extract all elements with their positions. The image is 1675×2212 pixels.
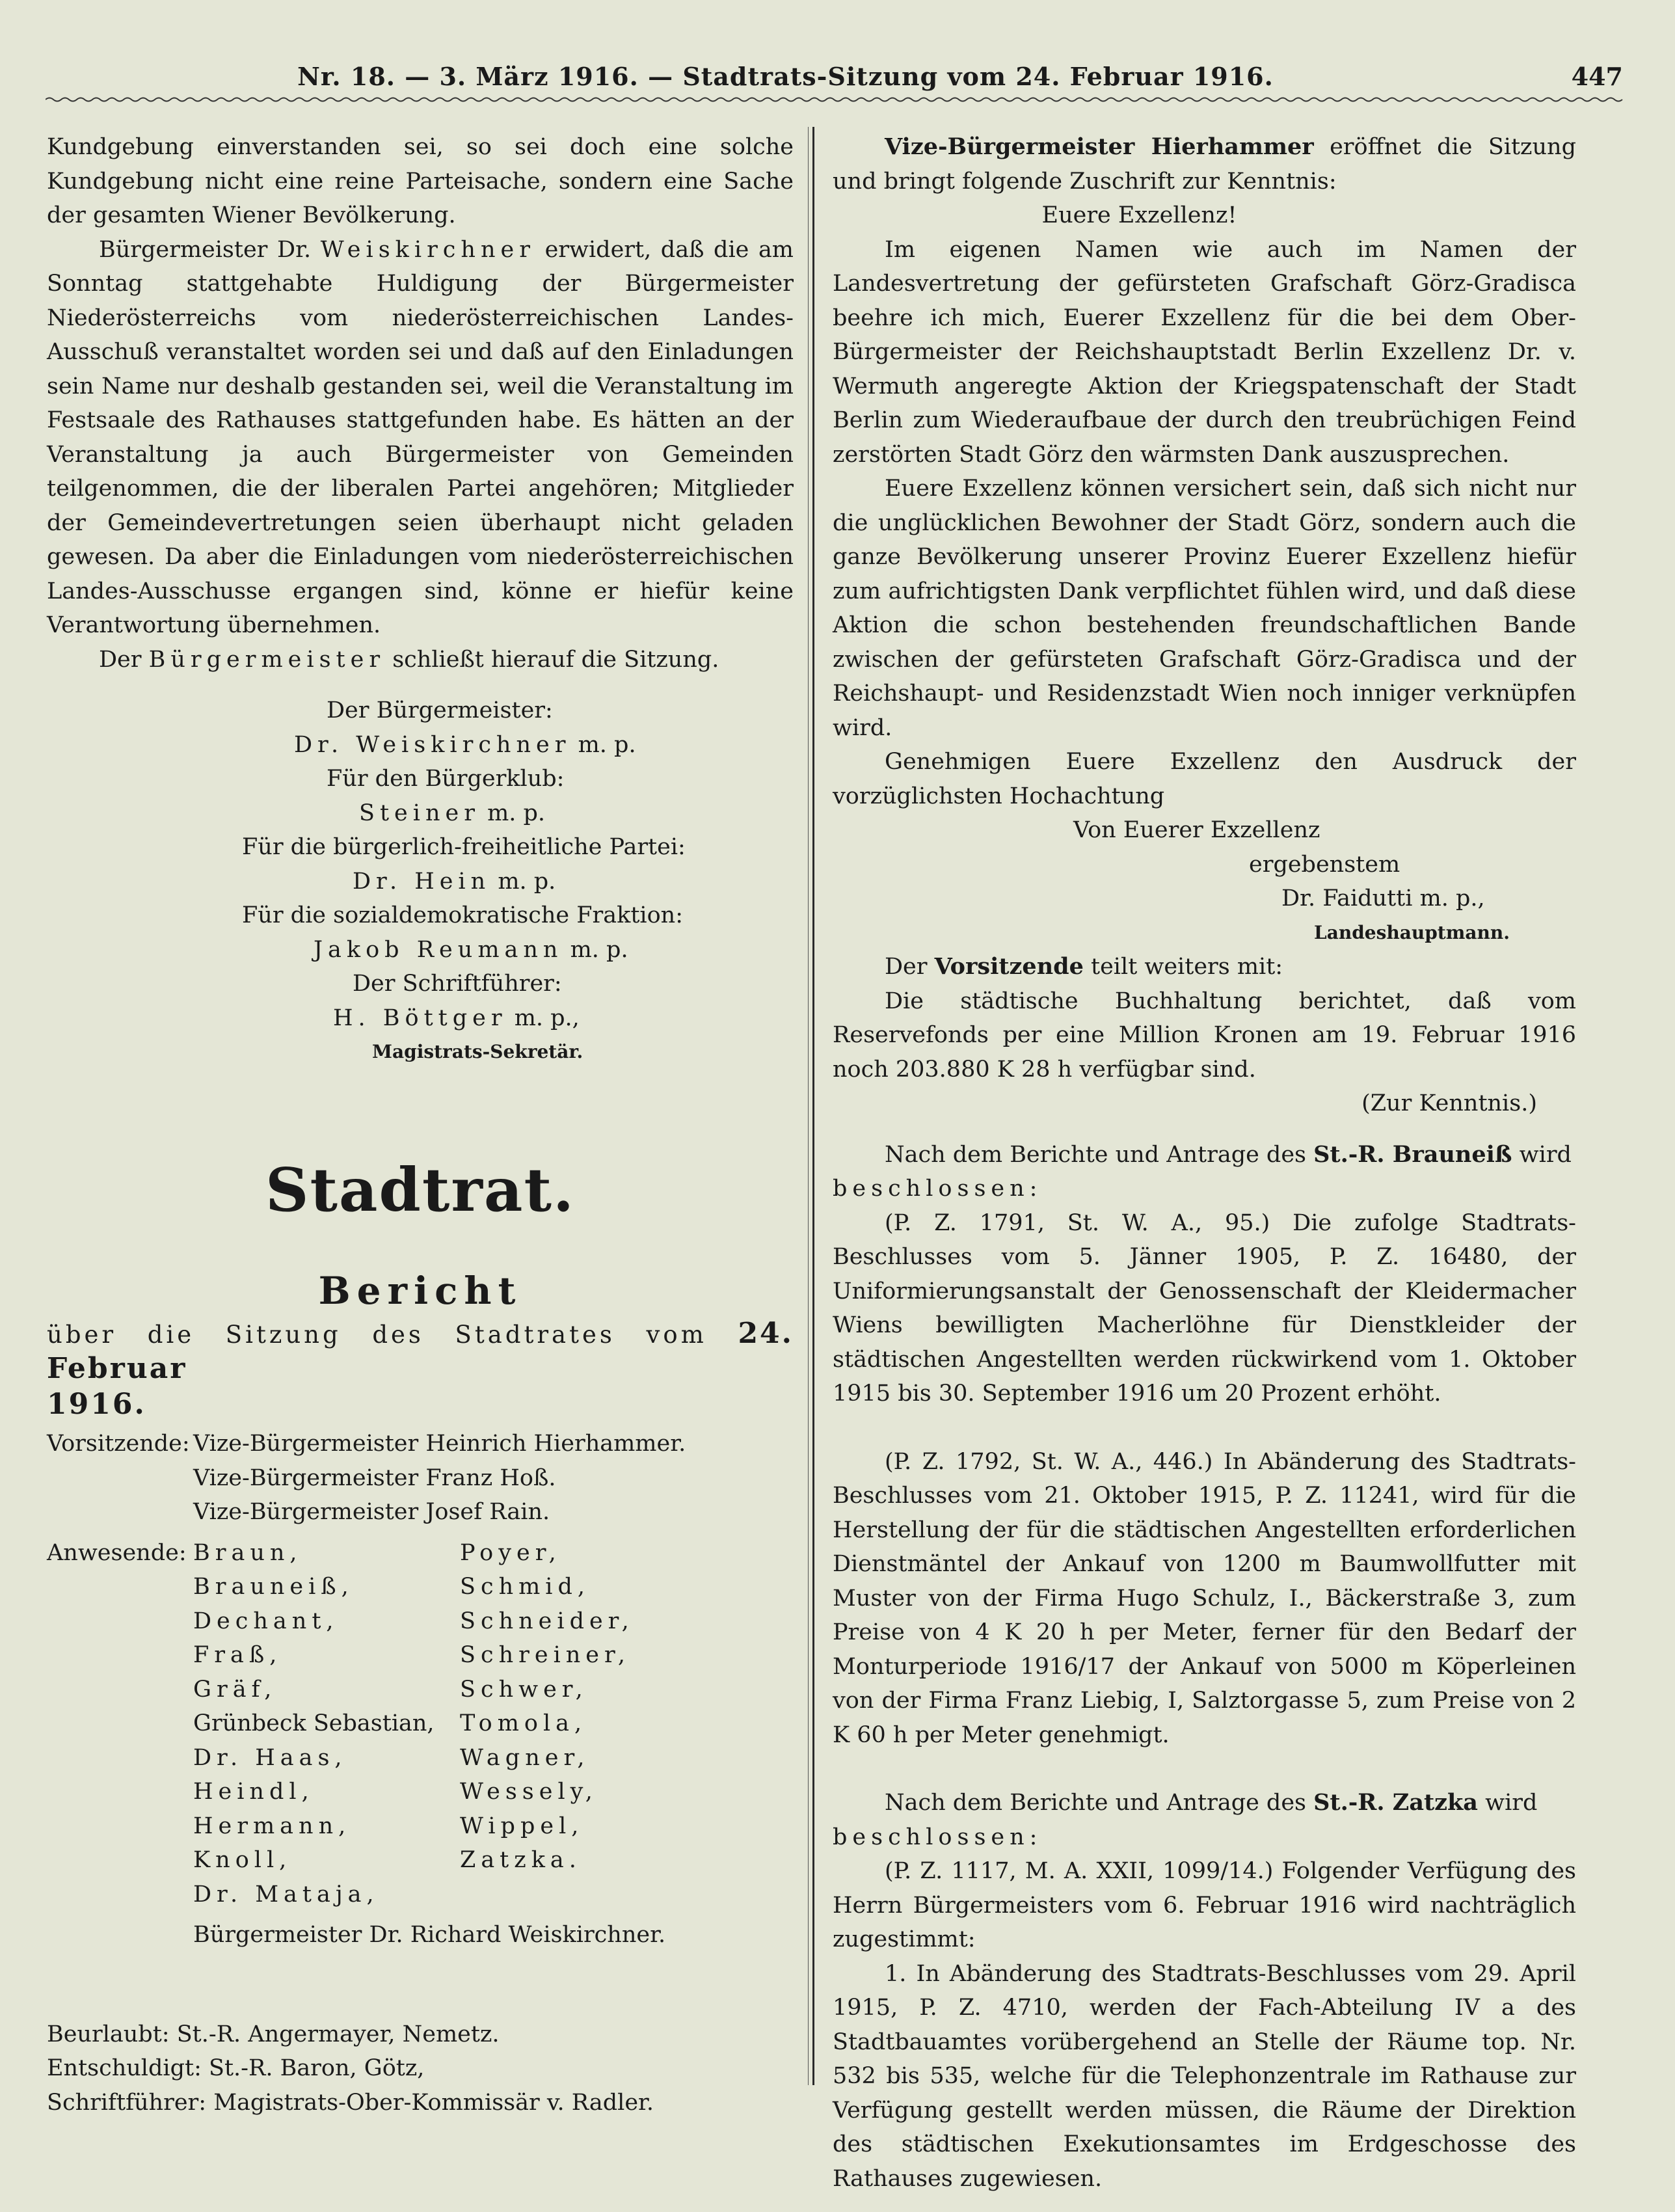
signature-role: Für den Bürgerklub: [327, 766, 565, 792]
signature-role: Der Bürgermeister: [327, 697, 553, 723]
attendee: Knoll, [193, 1847, 292, 1873]
attendees-block [47, 1536, 794, 1952]
column-divider-thin [808, 127, 809, 2085]
paragraph-opening: Vize-Bürgermeister Hierhammer eröffnet die Sitzung und bringt folgende Zuschrift zur Kenntnis: [833, 133, 1576, 195]
attendee: Hermann, [193, 1813, 351, 1839]
signature-name: Jakob Reumann m. p. [314, 936, 628, 963]
attendee: Wagner, [460, 1744, 590, 1771]
secretary-title: Magistrats-Sekretär. [372, 1041, 583, 1062]
signature-role: Der Schriftführer: [353, 971, 562, 997]
chairs-block [47, 1427, 794, 1530]
attendee: Heindl, [193, 1779, 314, 1805]
letter-paragraph: Euere Exzellenz können versichert sein, daß sich nicht nur die unglücklichen Bewohner der Stadt Görz, sondern auch die ganze Bevölkerung unserer Provinz Euerer Exzellenz hiefür zum aufrichtigsten Dank verpflichtet fühlen wird, und daß diese Aktion die schon bestehenden freundschaftlichen Bande zwischen der gefürsteten Grafschaft Görz-Gradisca und der Reichshaupt- und Residenzstadt Wien noch inniger verknüpfen wird. [833, 476, 1576, 741]
column-divider [812, 127, 814, 2085]
chair-entry: Vize-Bürgermeister Josef Rain. [193, 1499, 550, 1525]
attendee: Zatzka. [460, 1847, 582, 1873]
right-column [833, 130, 1576, 2196]
page-number: 447 [1571, 62, 1623, 91]
resolution-item: (P. Z. 1791, St. W. A., 95.) Die zufolge Stadtrats-Beschlusses vom 5. Jänner 1905, P. Z. 16480, der Uniformierungsanstalt der Genossenschaft der Kleidermacher Wiens bewilligten Macherlöhne für Dienstkleider der städtischen Angestellten werden rückwirkend vom 1. Oktober 1915 bis 30. September 1916 um 20 Prozent erhöht. [833, 1209, 1576, 1407]
attendee-mayor: Bürgermeister Dr. Richard Weiskirchner. [193, 1922, 666, 1948]
note-zur-kenntnis: (Zur Kenntnis.) [1361, 1090, 1537, 1116]
recorder-line: Schriftführer: Magistrats-Ober-Kommissär v. Radler. [47, 2089, 654, 2116]
paragraph-continuation: Kundgebung einverstanden sei, so sei doch eine solche Kundgebung nicht eine reine Parteisache, sondern eine Sache der gesamten Wiener Bevölkerung. [47, 134, 794, 228]
paragraph-chair-notes: Der Vorsitzende teilt weiters mit: [885, 953, 1283, 980]
letter-paragraph: Im eigenen Namen wie auch im Namen der Landesvertretung der gefürsteten Grafschaft Görz-Gradisca beehre ich mich, Euerer Exzellenz für die bei dem Ober-Bürgermeister der Reichshauptstadt Berlin Exzellenz Dr. v. Wermuth angeregte Aktion der Kriegspatenschaft der Stadt Berlin zum Wiederaufbaue der durch den treubrüchigen Feind zerstörten Stadt Görz den wärmsten Dank auszusprechen. [833, 236, 1576, 468]
resolution-item: 1. In Abänderung des Stadtrats-Beschlusses vom 29. April 1915, P. Z. 4710, werden der Fach-Abteilung IV a des Stadtbauamtes vorübergehend an Stelle der Räume top. Nr. 532 bis 535, welche für die Telephonzentrale im Rathause zur Verfügung gestellt werden müssen, die Räume der Direktion des städtischen Exekutionsamtes im Erdgeschosse des Rathauses zugewiesen. [833, 1960, 1576, 2192]
letter-salutation: Euere Exzellenz! [1041, 202, 1237, 228]
attendee: Poyer, [460, 1539, 561, 1566]
attendee: Schneider, [460, 1608, 634, 1634]
letter-closing: Von Euerer Exzellenz ergebenstem Dr. Faidutti m. p., Landeshauptmann. [1073, 817, 1510, 943]
spaced-name: Weiskirchner [320, 236, 535, 263]
excused-line: Entschuldigt: St.-R. Baron, Götz, [47, 2055, 425, 2081]
text-rest: schließt hierauf die Sitzung. [392, 646, 719, 673]
resolution-item: (P. Z. 1117, M. A. XXII, 1099/14.) Folgender Verfügung des Herrn Bürgermeisters vom 6. Februar 1916 wird nachträglich zugestimmt: [833, 1858, 1576, 1952]
resolution-item: (P. Z. 1792, St. W. A., 446.) In Abänderung des Stadtrats-Beschlusses vom 21. Oktober 1915, P. Z. 11241, wird für die Herstellung der für die städtischen Angestellten erforderlichen Dienstmäntel der Ankauf von 1200 m Baumwollfutter mit Muster von der Firma Hugo Schulz, I., Bäckerstraße 3, zum Preise von 4 K 20 h per Meter, ferner für den Bedarf der Monturperiode 1916/17 der Ankauf von 5000 m Köperleinen von der Firma Franz Liebig, I, Salztorgasse 5, zum Preise von 2 K 60 h per Meter genehmigt. [833, 1448, 1576, 1748]
attendee: Brauneiß, [193, 1574, 354, 1600]
signature-role: Für die bürgerlich-freiheitliche Partei: [242, 834, 686, 860]
chairs-label: Vorsitzende: [47, 1431, 190, 1457]
spaced-name: Bürgermeister [148, 646, 386, 673]
attendee: Dr. Mataja, [193, 1881, 379, 1908]
header-rule [46, 96, 1623, 103]
attendee: Schmid, [460, 1574, 591, 1600]
attendee: Schwer, [460, 1676, 588, 1703]
report-subtitle: über die Sitzung des Stadtrates vom 24. Februar [47, 1316, 794, 1385]
attendee: Fraß, [193, 1642, 282, 1668]
left-column [47, 130, 794, 2120]
chair-entry: Vize-Bürgermeister Franz Hoß. [193, 1464, 556, 1491]
paragraph-closing [47, 643, 794, 677]
attendee: Gräf, [193, 1676, 277, 1703]
attendee: Dr. Haas, [193, 1744, 347, 1771]
chair-entry: Vize-Bürgermeister Heinrich Hierhammer. [193, 1431, 686, 1457]
signature-role: Für die sozialdemokratische Fraktion: [242, 902, 683, 928]
attendees-table [47, 1536, 665, 1952]
attendee: Wessely, [460, 1779, 598, 1805]
text-prefix: Bürgermeister Dr. [99, 236, 312, 263]
text-rest: erwidert, daß die am Sonntag stattgehabte Huldigung der Bürgermeister Niederösterreichs vom niederösterreichischen Landes-Ausschuß veranstaltet worden sei und daß auf den Einladungen sein Name nur deshalb gestanden sei, weil die Veranstaltung im Festsaale des Rathauses stattgefunden habe. Es hätten an der Veranstaltung ja auch Bürgermeister von Gemeinden teilgenommen, die der liberalen Partei angehören; Mitglieder der Gemeindevertretungen seien überhaupt nicht geladen gewesen. Da aber die Einladungen vom niederösterreichischen Landes-Ausschusse ergangen sind, könne er hiefür keine Verantwortung übernehmen. [47, 236, 794, 638]
attendees-label: Anwesende: [47, 1539, 187, 1566]
running-title: Nr. 18. — 3. März 1916. — Stadtrats-Sitzung vom 24. Februar 1916. [297, 62, 1274, 91]
motion-intro: Nach dem Berichte und Antrage des St.-R. Zatzka wird [885, 1789, 1538, 1816]
signature-name: H. Böttger m. p., [333, 1005, 580, 1031]
attendee: Schreiner, [460, 1642, 631, 1668]
attendee: Wippel, [460, 1813, 584, 1839]
report-title: Bericht [318, 1268, 522, 1313]
report-subtitle-year: 1916. [47, 1387, 146, 1421]
signature-name: Steiner m. p. [359, 800, 546, 826]
signature-name: Dr. Weiskirchner m. p. [294, 731, 636, 758]
motion-intro: Nach dem Berichte und Antrage des St.-R. Brauneiß wird [885, 1140, 1572, 1168]
attendee: Braun, [193, 1539, 302, 1566]
paragraph-accounting: Die städtische Buchhaltung berichtet, daß vom Reservefonds per eine Million Kronen am 19. Februar 1916 noch 203.880 K 28 h verfügbar sind. [833, 988, 1576, 1083]
signature-name: Dr. Hein m. p. [353, 868, 556, 895]
attendee: Tomola, [460, 1710, 587, 1736]
text-prefix: Der [99, 646, 142, 673]
attendee: Grünbeck Sebastian, [193, 1710, 435, 1736]
section-title: Stadtrat. [265, 1154, 575, 1225]
letter-paragraph: Genehmigen Euere Exzellenz den Ausdruck der vorzüglichsten Hochachtung [833, 749, 1576, 809]
attendee: Dechant, [193, 1608, 339, 1634]
paragraph-mayor-reply [47, 233, 794, 643]
absent-line: Beurlaubt: St.-R. Angermayer, Nemetz. [47, 2021, 500, 2047]
resolved-label: beschlossen: [833, 1824, 1043, 1850]
signature-block [47, 694, 794, 1070]
resolved-label: beschlossen: [833, 1176, 1043, 1202]
